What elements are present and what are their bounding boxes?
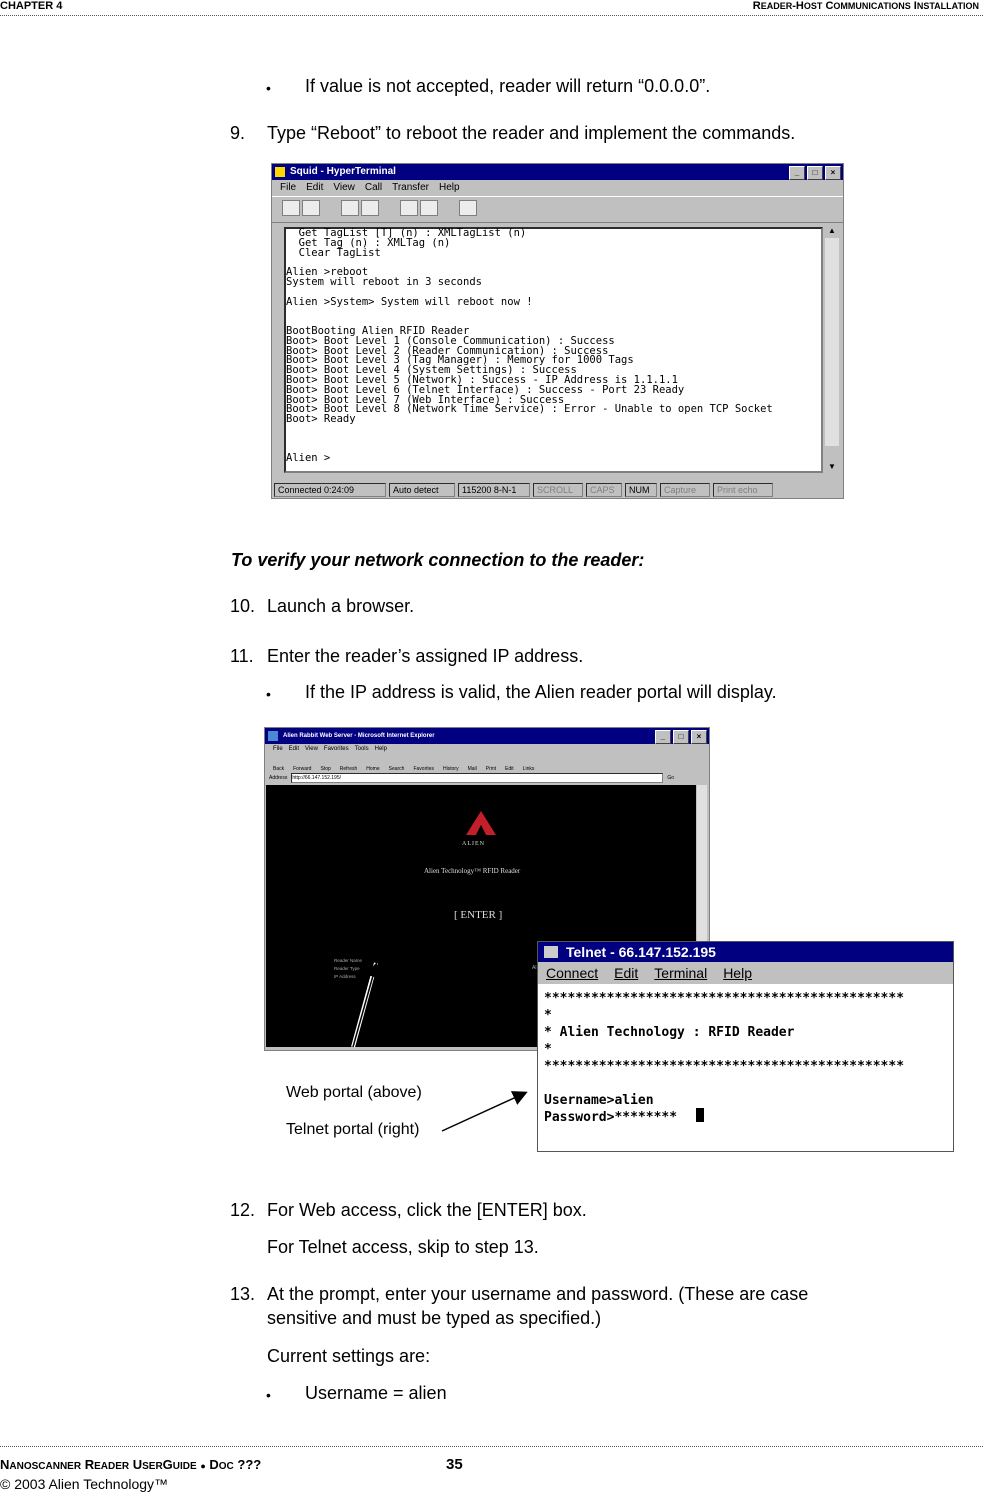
step-12-number: 12. — [230, 1200, 256, 1220]
field-reader-type: Reader Type — [334, 966, 360, 971]
telnet-menubar — [538, 962, 953, 984]
status-num: NUM — [625, 483, 657, 497]
bullet-icon: • — [266, 1387, 271, 1403]
logo-wordmark: ALIEN — [462, 841, 485, 847]
footer-bullet: ● — [200, 1461, 206, 1471]
telnet-title: Telnet - 66.147.152.195 — [566, 944, 716, 960]
scroll-up-icon[interactable]: ▲ — [825, 224, 839, 238]
close-icon[interactable]: × — [825, 166, 841, 180]
forward-button[interactable]: Forward — [293, 766, 312, 772]
menu-view[interactable]: View — [305, 746, 318, 752]
address-bar — [265, 772, 709, 784]
bullet-ip-valid: If the IP address is valid, the Alien reader portal will display. — [305, 682, 777, 702]
ie-icon — [268, 731, 278, 741]
history-button[interactable]: History — [443, 766, 459, 772]
username-setting: Username = alien — [305, 1383, 447, 1403]
menu-view[interactable]: View — [333, 182, 355, 193]
hyperterminal-titlebar — [272, 164, 843, 180]
menu-file[interactable]: File — [273, 746, 283, 752]
menu-favorites[interactable]: Favorites — [323, 746, 349, 752]
status-baud: 115200 8-N-1 — [458, 483, 530, 497]
browser-titlebar — [265, 728, 709, 744]
web-portal-caption: Web portal (above) — [286, 1084, 422, 1101]
send-icon[interactable] — [400, 200, 418, 216]
open-icon[interactable] — [302, 200, 320, 216]
menu-tools[interactable]: Tools — [354, 746, 369, 752]
print-button[interactable]: Print — [485, 766, 497, 772]
field-reader-name: Reader Name — [334, 958, 363, 963]
menu-help[interactable]: Help — [438, 182, 460, 193]
connect-icon[interactable] — [341, 200, 359, 216]
menu-connect[interactable]: Connect — [546, 965, 599, 981]
home-button[interactable]: Home — [366, 766, 380, 772]
telnet-output: ********************************************** * * Alien Technology : RFID Reader * ********************************************** Username>alien Password>******** — [544, 991, 905, 1125]
status-caps: CAPS — [586, 483, 622, 497]
menu-edit[interactable]: Edit — [614, 965, 639, 981]
verify-heading: To verify your network connection to the reader: — [231, 550, 645, 570]
links-button[interactable]: Links — [522, 766, 535, 772]
status-connected: Connected 0:24:09 — [274, 483, 386, 497]
hyperterminal-toolbar — [272, 196, 843, 223]
telnet-portal-caption: Telnet portal (right) — [286, 1121, 420, 1138]
mail-button[interactable]: Mail — [467, 766, 477, 772]
hyperterminal-statusbar — [274, 483, 773, 497]
portal-title: Alien Technology™ RFID Reader — [424, 867, 521, 875]
callout-arrows — [340, 955, 540, 1140]
scroll-down-icon[interactable]: ▼ — [825, 460, 839, 474]
menu-edit[interactable]: Edit — [306, 182, 324, 193]
maximize-icon[interactable]: □ — [673, 730, 689, 744]
telnet-window — [537, 941, 954, 1152]
step-11-number: 11. — [230, 646, 254, 666]
footer-guide: NANOSCANNER READER USERGUIDE ● DOC ??? — [0, 1457, 262, 1472]
stop-button[interactable]: Stop — [320, 766, 331, 772]
app-icon — [275, 167, 285, 177]
menu-file[interactable]: File — [280, 182, 297, 193]
field-value: Al — [532, 965, 537, 971]
enter-button[interactable]: [ ENTER ] — [454, 909, 503, 921]
header-rule — [0, 15, 983, 16]
disconnect-icon[interactable] — [361, 200, 379, 216]
menu-call[interactable]: Call — [364, 182, 383, 193]
terminal-text: Get TagList [T] (n) : XMLTagList (n) Get Tag (n) : XMLTag (n) Clear TagList Alien >reboot System will reboot in 3 seconds Alien >System> System will reboot now ! BootBooting Alien RFID Reader Boot> Boot Level 1 (Console Communication) : Success Boot> Boot Level 2 (Reader Communication) : Success Boot> Boot Level 3 (Tag Manager) : Memory for 1000 Tags Boot> Boot Level 4 (System Settings) : Success Boot> Boot Level 5 (Network) : Success - IP Address is 1.1.1.1 Boot> Boot Level 6 (Telnet Interface) : Success - Port 23 Ready Boot> Boot Level 7 (Web Interface) : Success Boot> Boot Level 8 (Network Time Service) : Error - Unable to open TCP Socket Boot> Ready Alien > — [286, 227, 773, 465]
address-input[interactable]: http://66.147.152.195/ — [291, 773, 663, 783]
status-capture: Capture — [660, 483, 710, 497]
search-button[interactable]: Search — [388, 766, 405, 772]
section-title: READER-HOST COMMUNICATIONS INSTALLATION — [752, 0, 979, 12]
scroll-thumb[interactable] — [825, 446, 839, 460]
favorites-button[interactable]: Favorites — [413, 766, 435, 772]
status-print-echo: Print echo — [713, 483, 773, 497]
step-10-number: 10. — [230, 596, 256, 616]
properties-icon[interactable] — [459, 200, 477, 216]
footer-rule — [0, 1446, 983, 1447]
minimize-icon[interactable]: _ — [789, 166, 805, 180]
copyright: © 2003 Alien Technology™ — [0, 1476, 169, 1492]
web-arrow — [353, 965, 376, 1047]
step-9-text: Type “Reboot” to reboot the reader and implement the commands. — [267, 123, 796, 143]
telnet-arrow — [442, 1093, 525, 1131]
new-icon[interactable] — [282, 200, 300, 216]
current-settings-label: Current settings are: — [267, 1346, 431, 1366]
telnet-titlebar — [538, 942, 953, 962]
alien-logo-icon — [466, 811, 496, 839]
menu-edit[interactable]: Edit — [288, 746, 300, 752]
cursor — [696, 1108, 704, 1122]
step-9-number: 9. — [230, 123, 246, 143]
step-13-line-2: sensitive and must be typed as specified.) — [267, 1308, 602, 1328]
address-label: Address — [269, 775, 288, 781]
step-12-text: For Web access, click the [ENTER] box. — [267, 1200, 587, 1220]
menu-help[interactable]: Help — [723, 965, 752, 981]
chapter-label: CHAPTER 4 — [0, 0, 63, 12]
field-ip-address: IP Address — [334, 974, 356, 979]
edit-button[interactable]: Edit — [505, 766, 514, 772]
status-detect: Auto detect — [389, 483, 455, 497]
back-button[interactable]: Back — [273, 766, 285, 772]
step-13-number: 13. — [230, 1284, 256, 1304]
receive-icon[interactable] — [420, 200, 438, 216]
step-10-text: Launch a browser. — [267, 596, 415, 616]
window-title: Squid - HyperTerminal — [290, 166, 396, 177]
maximize-icon[interactable]: □ — [807, 166, 823, 180]
page-number: 35 — [446, 1456, 463, 1473]
browser-toolbar — [265, 754, 709, 772]
terminal-output — [284, 227, 823, 473]
menu-transfer[interactable]: Transfer — [392, 182, 429, 193]
refresh-button[interactable]: Refresh — [339, 766, 358, 772]
status-scroll: SCROLL — [533, 483, 583, 497]
close-icon[interactable]: × — [691, 730, 707, 744]
bullet-not-accepted: If value is not accepted, reader will return “0.0.0.0”. — [305, 76, 711, 96]
browser-title: Alien Rabbit Web Server - Microsoft Internet Explorer — [283, 733, 435, 739]
terminal-scrollbar[interactable] — [825, 224, 839, 474]
browser-menubar — [265, 744, 709, 754]
bullet-icon: • — [266, 686, 271, 702]
hyperterminal-window — [271, 163, 844, 499]
telnet-icon — [544, 946, 558, 958]
menu-terminal[interactable]: Terminal — [654, 965, 708, 981]
bullet-icon: • — [266, 80, 271, 96]
hyperterminal-menubar — [272, 180, 843, 196]
step-12-telnet-text: For Telnet access, skip to step 13. — [267, 1237, 539, 1257]
menu-help[interactable]: Help — [374, 746, 387, 752]
step-11-text: Enter the reader’s assigned IP address. — [267, 646, 584, 666]
minimize-icon[interactable]: _ — [655, 730, 671, 744]
go-button[interactable]: Go — [667, 775, 675, 781]
step-13-line-1: At the prompt, enter your username and password. (These are case — [267, 1284, 809, 1304]
